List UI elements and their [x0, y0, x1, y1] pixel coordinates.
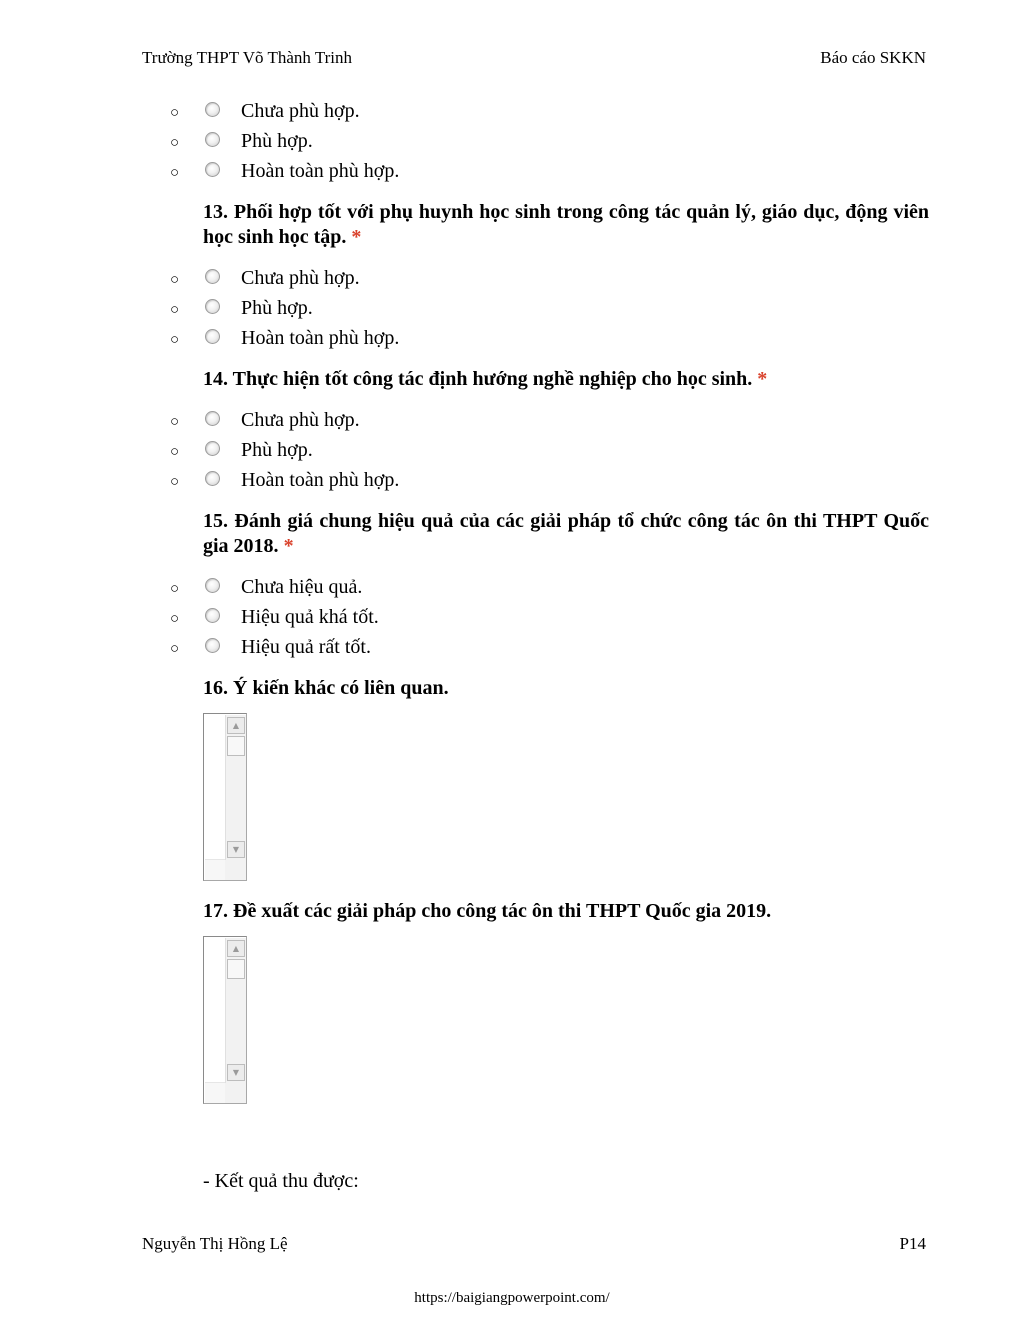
option [0, 607, 1024, 637]
question-16 [203, 676, 929, 701]
required-marker: * [283, 535, 294, 557]
question-17 [203, 899, 929, 924]
option-label: Hiệu quả khá tốt. [241, 606, 379, 628]
radio-button[interactable] [205, 471, 220, 486]
vertical-scrollbar[interactable] [225, 938, 246, 1083]
bullet: ○ [170, 641, 180, 657]
scroll-thumb[interactable] [227, 959, 245, 979]
option [0, 328, 1024, 358]
option [0, 101, 1024, 131]
question-text: 15. Đánh giá chung hiệu quả của các giải pháp tổ chức công tác ôn thi THPT Quốc gia 2018. [203, 510, 929, 557]
scrollbar-corner [225, 860, 246, 880]
scrollbar-corner [225, 1083, 246, 1103]
option-label: Phù hợp. [241, 297, 313, 319]
q12-options [0, 101, 1024, 191]
bullet: ○ [170, 165, 180, 181]
option-label: Hoàn toàn phù hợp. [241, 160, 400, 182]
option [0, 577, 1024, 607]
bullet: ○ [170, 105, 180, 121]
horizontal-scrollbar[interactable] [205, 859, 225, 880]
bullet: ○ [170, 474, 180, 490]
question-15 [203, 509, 929, 559]
option-label: Hoàn toàn phù hợp. [241, 327, 400, 349]
option [0, 470, 1024, 500]
scroll-down-icon[interactable]: ▼ [227, 841, 245, 858]
scroll-down-icon[interactable]: ▼ [227, 1064, 245, 1081]
radio-button[interactable] [205, 638, 220, 653]
bullet: ○ [170, 272, 180, 288]
required-marker: * [351, 226, 362, 248]
scroll-up-icon[interactable]: ▲ [227, 940, 245, 957]
q15-options [0, 577, 1024, 667]
question-text: 16. Ý kiến khác có liên quan. [203, 677, 449, 699]
page-number: P14 [899, 1234, 926, 1253]
scroll-thumb[interactable] [227, 736, 245, 756]
q13-options [0, 268, 1024, 358]
option [0, 410, 1024, 440]
radio-button[interactable] [205, 102, 220, 117]
required-marker: * [757, 368, 768, 390]
author-name: Nguyễn Thị Hồng Lệ [142, 1234, 288, 1253]
option [0, 131, 1024, 161]
bullet: ○ [170, 581, 180, 597]
radio-button[interactable] [205, 329, 220, 344]
bullet: ○ [170, 414, 180, 430]
bullet: ○ [170, 332, 180, 348]
q14-options [0, 410, 1024, 500]
option-label: Phù hợp. [241, 439, 313, 461]
option-label: Chưa phù hợp. [241, 267, 360, 289]
bullet: ○ [170, 135, 180, 151]
radio-button[interactable] [205, 578, 220, 593]
q17-textarea[interactable] [203, 936, 247, 1104]
option [0, 298, 1024, 328]
school-name: Trường THPT Võ Thành Trinh [142, 48, 352, 67]
question-14 [203, 367, 929, 392]
radio-button[interactable] [205, 441, 220, 456]
radio-button[interactable] [205, 299, 220, 314]
bullet: ○ [170, 302, 180, 318]
option-label: Hoàn toàn phù hợp. [241, 469, 400, 491]
scroll-up-icon[interactable]: ▲ [227, 717, 245, 734]
bullet: ○ [170, 444, 180, 460]
radio-button[interactable] [205, 269, 220, 284]
page-header [142, 48, 926, 68]
option [0, 637, 1024, 667]
horizontal-scrollbar[interactable] [205, 1082, 225, 1103]
vertical-scrollbar[interactable] [225, 715, 246, 860]
radio-button[interactable] [205, 132, 220, 147]
option-label: Hiệu quả rất tốt. [241, 636, 371, 658]
option-label: Phù hợp. [241, 130, 313, 152]
option-label: Chưa phù hợp. [241, 409, 360, 431]
report-title: Báo cáo SKKN [820, 48, 926, 67]
question-13 [203, 200, 929, 250]
q16-textarea[interactable] [203, 713, 247, 881]
option [0, 161, 1024, 191]
option [0, 440, 1024, 470]
question-text: 17. Đề xuất các giải pháp cho công tác ôn thi THPT Quốc gia 2019. [203, 900, 772, 922]
page-footer [142, 1234, 926, 1254]
radio-button[interactable] [205, 162, 220, 177]
result-line: - Kết quả thu được: [203, 1170, 359, 1192]
radio-button[interactable] [205, 411, 220, 426]
radio-button[interactable] [205, 608, 220, 623]
source-url[interactable]: https://baigiangpowerpoint.com/ [414, 1290, 610, 1306]
option [0, 268, 1024, 298]
bullet: ○ [170, 611, 180, 627]
option-label: Chưa phù hợp. [241, 100, 360, 122]
question-text: 13. Phối hợp tốt với phụ huynh học sinh trong công tác quản lý, giáo dục, động viên học sinh học tập. [203, 201, 929, 248]
question-text: 14. Thực hiện tốt công tác định hướng nghề nghiệp cho học sinh. [203, 368, 753, 390]
option-label: Chưa hiệu quả. [241, 576, 363, 598]
